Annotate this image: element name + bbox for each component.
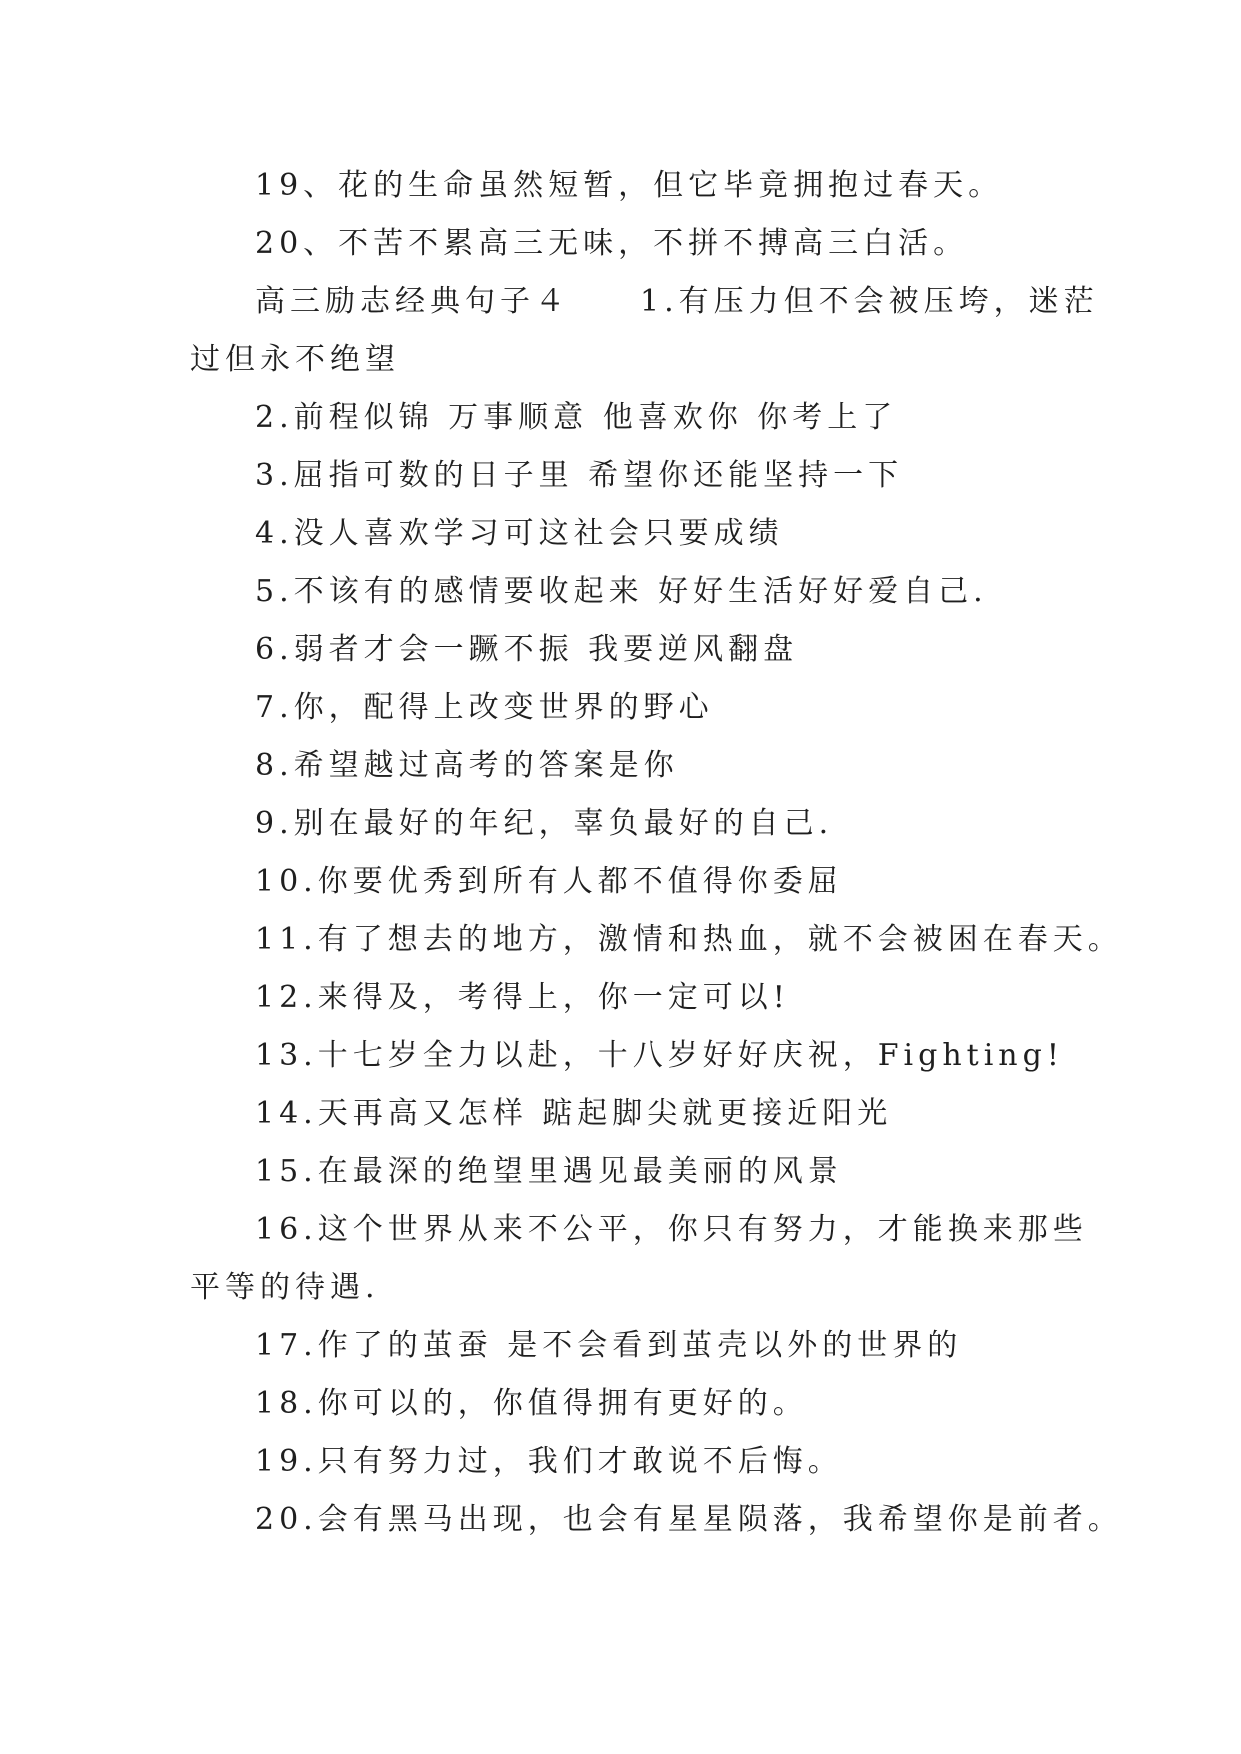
text-line: 平等的待遇.	[190, 1270, 380, 1305]
text-line: 18.你可以的，你值得拥有更好的。	[255, 1386, 808, 1421]
text-line: 6.弱者才会一蹶不振 我要逆风翻盘	[255, 632, 799, 667]
text-line: 19.只有努力过，我们才敢说不后悔。	[255, 1444, 843, 1479]
text-line: 7.你，配得上改变世界的野心	[255, 690, 714, 725]
text-line: 14.天再高又怎样 踮起脚尖就更接近阳光	[255, 1096, 893, 1131]
section-heading-line	[190, 282, 1155, 322]
text-line: 13.十七岁全力以赴，十八岁好好庆祝，Fighting!	[255, 1038, 1064, 1073]
text-line: 3.屈指可数的日子里 希望你还能坚持一下	[255, 458, 904, 493]
text-line: 11.有了想去的地方，激情和热血，就不会被困在春天。	[255, 922, 1123, 957]
text-line: 16.这个世界从来不公平，你只有努力，才能换来那些	[255, 1212, 1088, 1247]
text-line: 过但永不绝望	[190, 342, 400, 377]
text-line: 12.来得及，考得上，你一定可以!	[255, 980, 790, 1015]
text-line: 2.前程似锦 万事顺意 他喜欢你 你考上了	[255, 400, 898, 435]
section-heading: 高三励志经典句子４	[255, 284, 570, 319]
text-line: 17.作了的茧蚕 是不会看到茧壳以外的世界的	[255, 1328, 963, 1363]
text-line: 4.没人喜欢学习可这社会只要成绩	[255, 516, 784, 551]
section-first-item: 1.有压力但不会被压垮，迷茫	[640, 284, 1099, 319]
text-line: 19、花的生命虽然短暂，但它毕竟拥抱过春天。	[255, 168, 1004, 203]
text-line: 9.别在最好的年纪，辜负最好的自己.	[255, 806, 834, 841]
text-line: 20、不苦不累高三无味，不拼不搏高三白活。	[255, 226, 969, 261]
text-line: 20.会有黑马出现，也会有星星陨落，我希望你是前者。	[255, 1502, 1123, 1537]
text-line: 10.你要优秀到所有人都不值得你委屈	[255, 864, 843, 899]
text-line: 15.在最深的绝望里遇见最美丽的风景	[255, 1154, 843, 1189]
text-line: 5.不该有的感情要收起来 好好生活好好爱自己.	[255, 574, 988, 609]
text-line: 8.希望越过高考的答案是你	[255, 748, 679, 783]
